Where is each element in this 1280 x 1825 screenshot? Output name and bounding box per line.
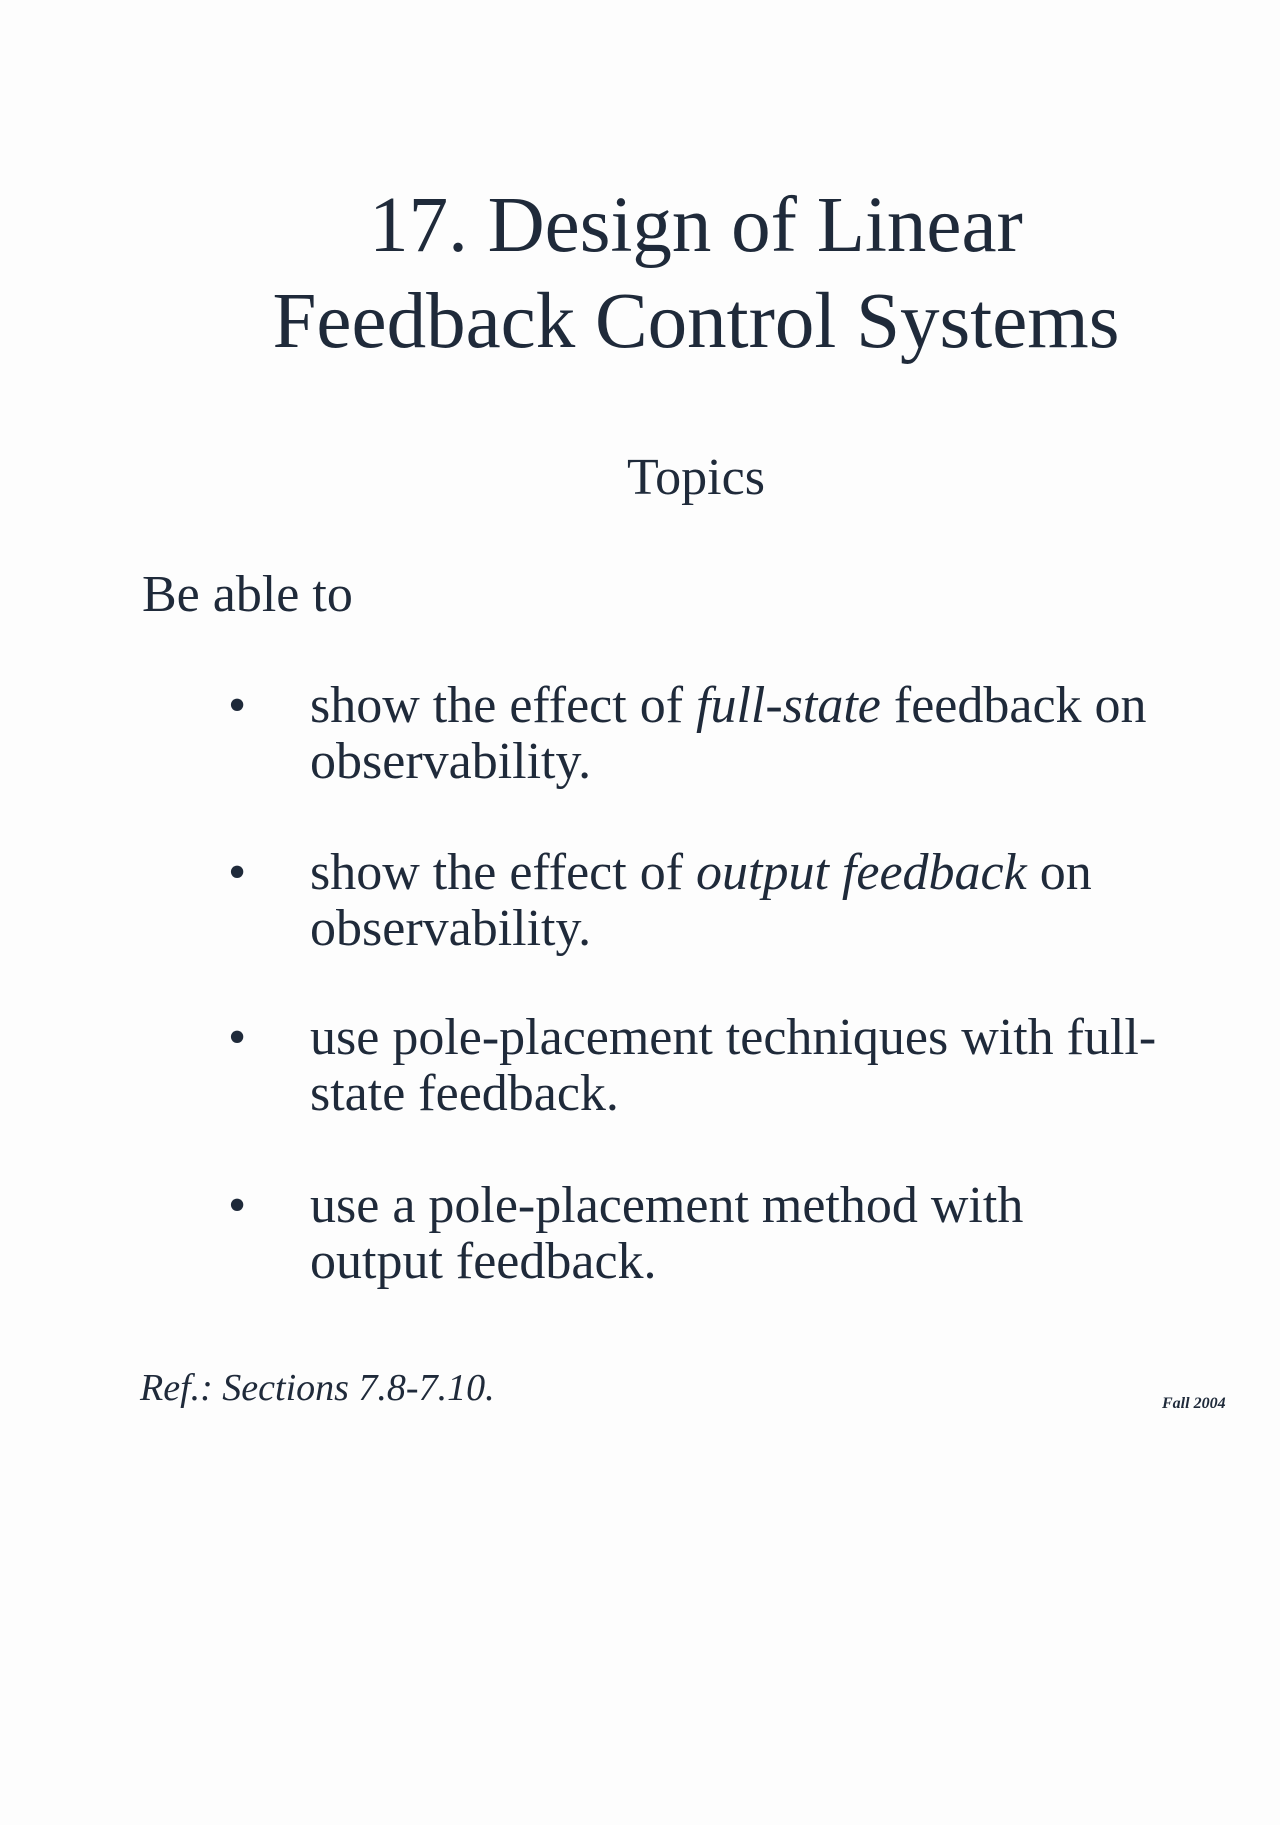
bullet-marker: • xyxy=(228,1009,247,1066)
list-item-text xyxy=(310,678,1270,790)
list-item-text xyxy=(310,845,1270,957)
text-segment: show the effect of xyxy=(310,677,697,734)
bullet-marker: • xyxy=(228,1177,247,1234)
list-item-line-1 xyxy=(310,845,1270,901)
title-line-1: 17. Design of Linear xyxy=(369,182,1023,269)
page-title xyxy=(0,178,1280,370)
list-item-line-2: observability. xyxy=(310,733,592,790)
list-item-line-1 xyxy=(310,678,1270,734)
list-item-text xyxy=(310,1010,1270,1122)
text-segment: feedback on xyxy=(880,677,1147,734)
bullet-marker: • xyxy=(228,844,247,901)
footer-date: Fall 2004 xyxy=(1162,1395,1226,1412)
topics-heading: Topics xyxy=(627,449,765,506)
text-segment: on xyxy=(1026,844,1092,901)
reference-note: Ref.: Sections 7.8-7.10. xyxy=(140,1367,495,1409)
text-segment: show the effect of xyxy=(310,844,697,901)
list-item-line-2: output feedback. xyxy=(310,1233,657,1290)
bullet-marker: • xyxy=(228,677,247,734)
intro-text: Be able to xyxy=(142,566,353,623)
emphasis-text: full-state xyxy=(696,677,881,734)
list-item-line-2: observability. xyxy=(310,900,592,957)
list-item-line-2: state feedback. xyxy=(310,1065,619,1122)
list-item-line-1: use a pole-placement method with xyxy=(310,1177,1024,1234)
list-item-text xyxy=(310,1178,1270,1290)
emphasis-text: output feedback xyxy=(696,844,1027,901)
list-item-line-1: use pole-placement techniques with full- xyxy=(310,1009,1157,1066)
title-line-2: Feedback Control Systems xyxy=(272,278,1120,365)
